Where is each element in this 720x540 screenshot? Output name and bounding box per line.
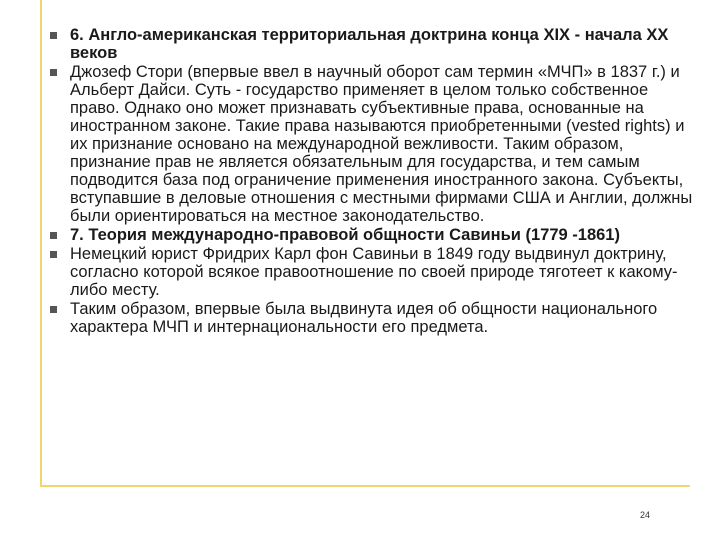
square-bullet-icon xyxy=(50,69,57,76)
bullet-item-conclusion xyxy=(50,300,695,336)
bullet-item-savigny xyxy=(50,245,695,299)
square-bullet-icon xyxy=(50,232,57,239)
bullet-item-heading-1 xyxy=(50,26,695,62)
bullet-text: Джозеф Стори (впервые ввел в научный оборот сам термин «МЧП» в 1837 г.) и Альберт Дайси. Суть - государство применяет в целом только собственное право. Однако оно может признавать субъективные права, основанные на иностранном законе. Такие права называются приобретенными (vested rights) и их признание основано на международной вежливости. Таким образом, признание прав не является обязательным для государства, и тем самым подводится база под ограничение применения иностранного закона. Субъекты, вступавшие в деловые отношения с местными фирмами США и Англии, должны были ориентироваться на местное законодательство. xyxy=(70,63,693,225)
decorative-horizontal-line xyxy=(40,485,690,487)
page-number: 24 xyxy=(640,510,651,520)
decorative-vertical-line xyxy=(40,0,42,487)
bullet-item-story-dicey xyxy=(50,63,695,225)
square-bullet-icon xyxy=(50,306,57,313)
bullet-text: 7. Теория международно-правовой общности Савиньи (1779 -1861) xyxy=(70,226,620,244)
bullet-list xyxy=(50,26,695,337)
square-bullet-icon xyxy=(50,251,57,258)
bullet-text: 6. Англо-американская территориальная доктрина конца XIX - начала XX веков xyxy=(70,26,669,62)
bullet-text: Немецкий юрист Фридрих Карл фон Савиньи в 1849 году выдвинул доктрину, согласно которой всякое правоотношение по своей природе тяготеет к какому-либо месту. xyxy=(70,245,678,299)
bullet-item-heading-2 xyxy=(50,226,695,244)
bullet-text: Таким образом, впервые была выдвинута идея об общности национального характера МЧП и интернациональности его предмета. xyxy=(70,300,658,336)
square-bullet-icon xyxy=(50,32,57,39)
